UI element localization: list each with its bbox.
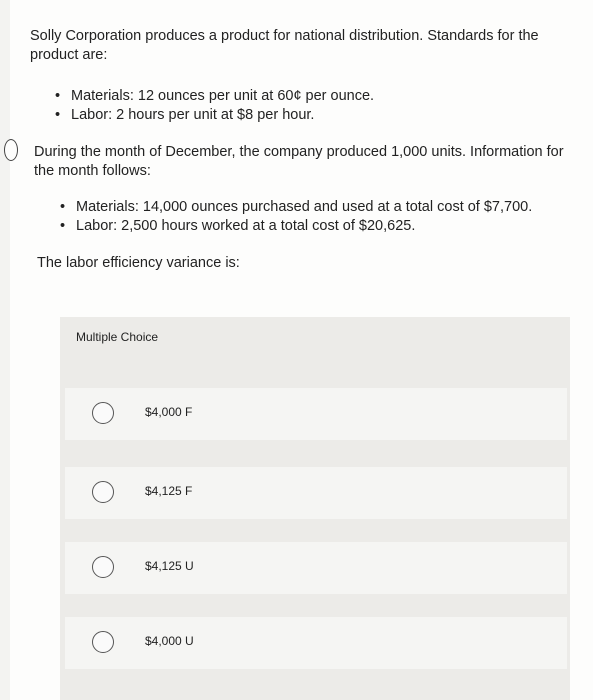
multiple-choice-panel bbox=[60, 317, 570, 700]
radio-circle-icon[interactable] bbox=[92, 481, 114, 503]
choice-option-a[interactable] bbox=[65, 388, 567, 440]
choice-option-d[interactable] bbox=[65, 617, 567, 669]
page-edge-icon bbox=[4, 139, 18, 161]
month-intro: During the month of December, the company produced 1,000 units. Information for the month follows: bbox=[34, 144, 564, 179]
choice-option-label: $4,000 F bbox=[145, 405, 193, 419]
choice-option-b[interactable] bbox=[65, 467, 567, 519]
standard-materials: • Materials: 12 ounces per unit at 60¢ per ounce. bbox=[55, 87, 374, 106]
radio-circle-icon[interactable] bbox=[92, 556, 114, 578]
multiple-choice-label: Multiple Choice bbox=[76, 330, 159, 344]
radio-circle-icon[interactable] bbox=[92, 631, 114, 653]
choice-option-label: $4,000 U bbox=[145, 634, 194, 648]
actual-materials: • Materials: 14,000 ounces purchased and used at a total cost of $7,700. bbox=[60, 198, 532, 217]
standards-list bbox=[55, 87, 374, 125]
question-text: The labor efficiency variance is: bbox=[37, 255, 240, 271]
page bbox=[10, 0, 593, 700]
radio-circle-icon[interactable] bbox=[92, 402, 114, 424]
standard-labor: • Labor: 2 hours per unit at $8 per hour. bbox=[55, 106, 374, 125]
choice-option-c[interactable] bbox=[65, 542, 567, 594]
actual-labor: • Labor: 2,500 hours worked at a total cost of $20,625. bbox=[60, 217, 532, 236]
choice-option-label: $4,125 U bbox=[145, 559, 194, 573]
problem-intro: Solly Corporation produces a product for national distribution. Standards for the product are: bbox=[30, 28, 539, 63]
actuals-list bbox=[60, 198, 532, 236]
choice-option-label: $4,125 F bbox=[145, 484, 193, 498]
